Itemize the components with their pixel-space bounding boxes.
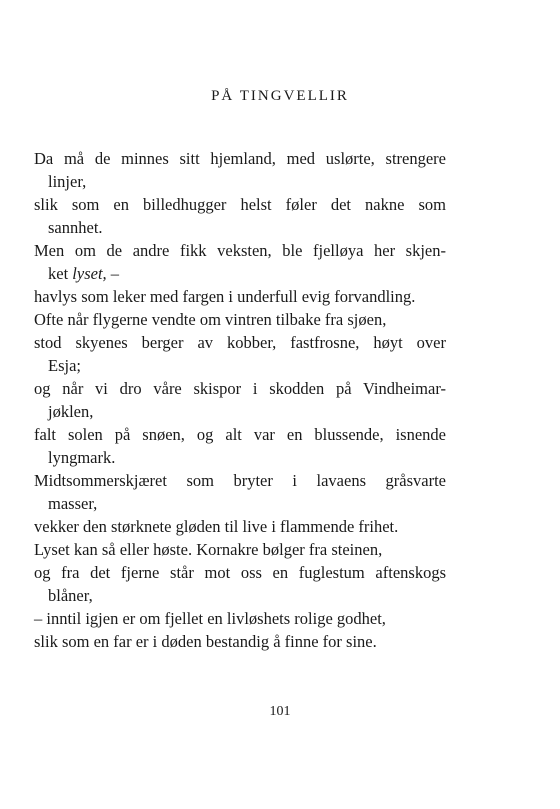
- poem-title: PÅ TINGVELLIR: [211, 88, 349, 104]
- line-continuation: linjer,: [48, 172, 87, 191]
- poem-line: [34, 239, 446, 285]
- poem-line: [34, 538, 446, 561]
- line-text: og når vi dro våre skispor i skodden på Vindheimar-: [34, 379, 446, 398]
- poem-line: [34, 423, 446, 469]
- line-text: Ofte når flygerne vendte om vintren tilbake fra sjøen,: [34, 310, 387, 329]
- poem-line: [34, 469, 446, 515]
- line-text: slik som en billedhugger helst føler det nakne som: [34, 195, 446, 214]
- line-continuation-italic: lyset,: [72, 264, 107, 283]
- poem-body: [34, 147, 446, 653]
- line-continuation-dash: –: [106, 264, 120, 283]
- line-continuation-plain: ket: [48, 264, 73, 283]
- line-continuation: jøklen,: [48, 402, 94, 421]
- poem-line: [34, 515, 446, 538]
- line-continuation: Esja;: [48, 356, 81, 375]
- poem-line: [34, 561, 446, 607]
- line-text: og fra det fjerne står mot oss en fuglestum aftenskogs: [34, 563, 446, 582]
- line-text: Da må de minnes sitt hjemland, med uslørte, strengere: [34, 149, 446, 168]
- line-text: Midtsommerskjæret som bryter i lavaens gråsvarte: [34, 471, 446, 490]
- line-text: slik som en far er i døden bestandig å finne for sine.: [34, 632, 377, 651]
- poem-line: [34, 607, 446, 630]
- poem-line: [34, 308, 446, 331]
- poem-line: [34, 285, 446, 308]
- poem-line: [34, 377, 446, 423]
- line-text: falt solen på snøen, og alt var en blussende, isnende: [34, 425, 446, 444]
- poem-line: [34, 193, 446, 239]
- line-continuation: lyngmark.: [48, 448, 116, 467]
- line-text: vekker den størknete gløden til live i flammende frihet.: [34, 517, 399, 536]
- poem-line: [34, 630, 446, 653]
- page-number: 101: [269, 704, 291, 719]
- line-text: Lyset kan så eller høste. Kornakre bølger fra steinen,: [34, 540, 383, 559]
- poem-line: [34, 147, 446, 193]
- line-text: – inntil igjen er om fjellet en livløshets rolige godhet,: [34, 609, 386, 628]
- line-text: havlys som leker med fargen i underfull evig forvandling.: [34, 287, 416, 306]
- line-continuation: sannhet.: [48, 218, 103, 237]
- poem-line: [34, 331, 446, 377]
- line-continuation: blåner,: [48, 586, 93, 605]
- line-text: Men om de andre fikk veksten, ble fjelløya her skjen-: [34, 241, 446, 260]
- line-text: stod skyenes berger av kobber, fastfrosne, høyt over: [34, 333, 446, 352]
- line-continuation: masser,: [48, 494, 98, 513]
- line-continuation: [34, 262, 446, 285]
